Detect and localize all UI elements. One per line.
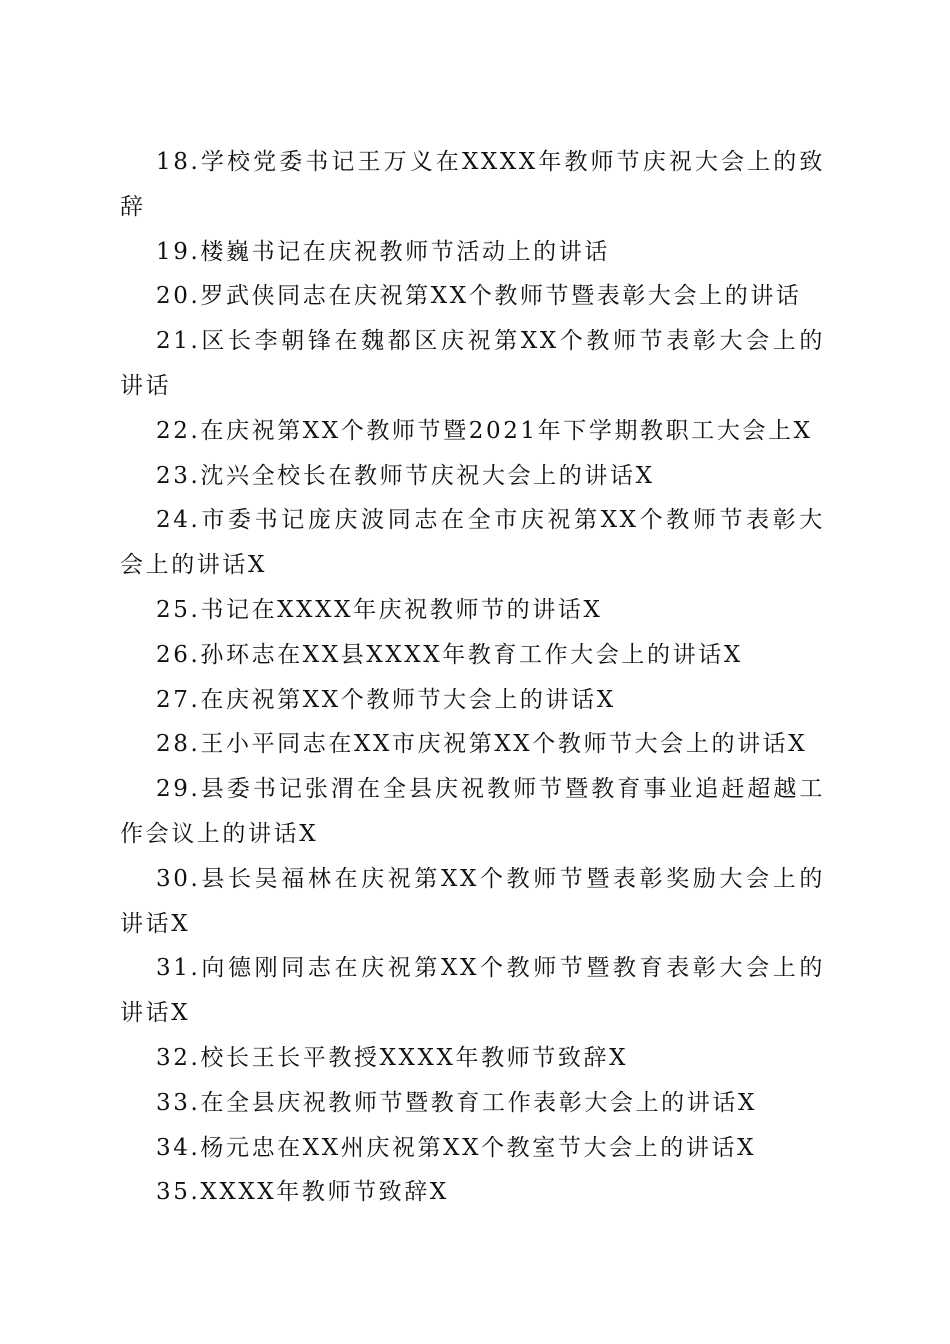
list-item: 35.XXXX年教师节致辞X (156, 1179, 449, 1206)
list-item: 23.沈兴全校长在教师节庆祝大会上的讲话X (156, 462, 655, 489)
list-item: 22.在庆祝第XX个教师节暨2021年下学期教职工大会上X (156, 417, 813, 444)
list-item: 18.学校党委书记王万义在XXXX年教师节庆祝大会上的致辞 (120, 149, 825, 220)
list-item: 24.市委书记庞庆波同志在全市庆祝第XX个教师节表彰大会上的讲话X (120, 507, 825, 579)
list-item: 34.杨元忠在XX州庆祝第XX个教室节大会上的讲话X (156, 1134, 757, 1161)
list-item: 33.在全县庆祝教师节暨教育工作表彰大会上的讲话X (156, 1089, 757, 1116)
list-item: 20.罗武侠同志在庆祝第XX个教师节暨表彰大会上的讲话 (156, 283, 802, 310)
list-item: 25.书记在XXXX年庆祝教师节的讲话X (156, 596, 603, 623)
list-item: 26.孙环志在XX县XXXX年教育工作大会上的讲话X (156, 641, 743, 668)
list-item: 19.楼巍书记在庆祝教师节活动上的讲话 (156, 238, 610, 265)
toc-list (120, 140, 825, 1215)
list-item: 21.区长李朝锋在魏都区庆祝第XX个教师节表彰大会上的讲话 (120, 328, 825, 399)
list-item: 31.向德刚同志在庆祝第XX个教师节暨教育表彰大会上的讲话X (120, 955, 825, 1027)
list-item: 30.县长吴福林在庆祝第XX个教师节暨表彰奖励大会上的讲话X (120, 865, 825, 937)
list-item: 27.在庆祝第XX个教师节大会上的讲话X (156, 686, 616, 713)
list-item: 29.县委书记张渭在全县庆祝教师节暨教育事业追赶超越工作会议上的讲话X (120, 776, 825, 847)
list-item: 28.王小平同志在XX市庆祝第XX个教师节大会上的讲话X (156, 731, 808, 758)
list-item: 32.校长王长平教授XXXX年教师节致辞X (156, 1044, 629, 1071)
